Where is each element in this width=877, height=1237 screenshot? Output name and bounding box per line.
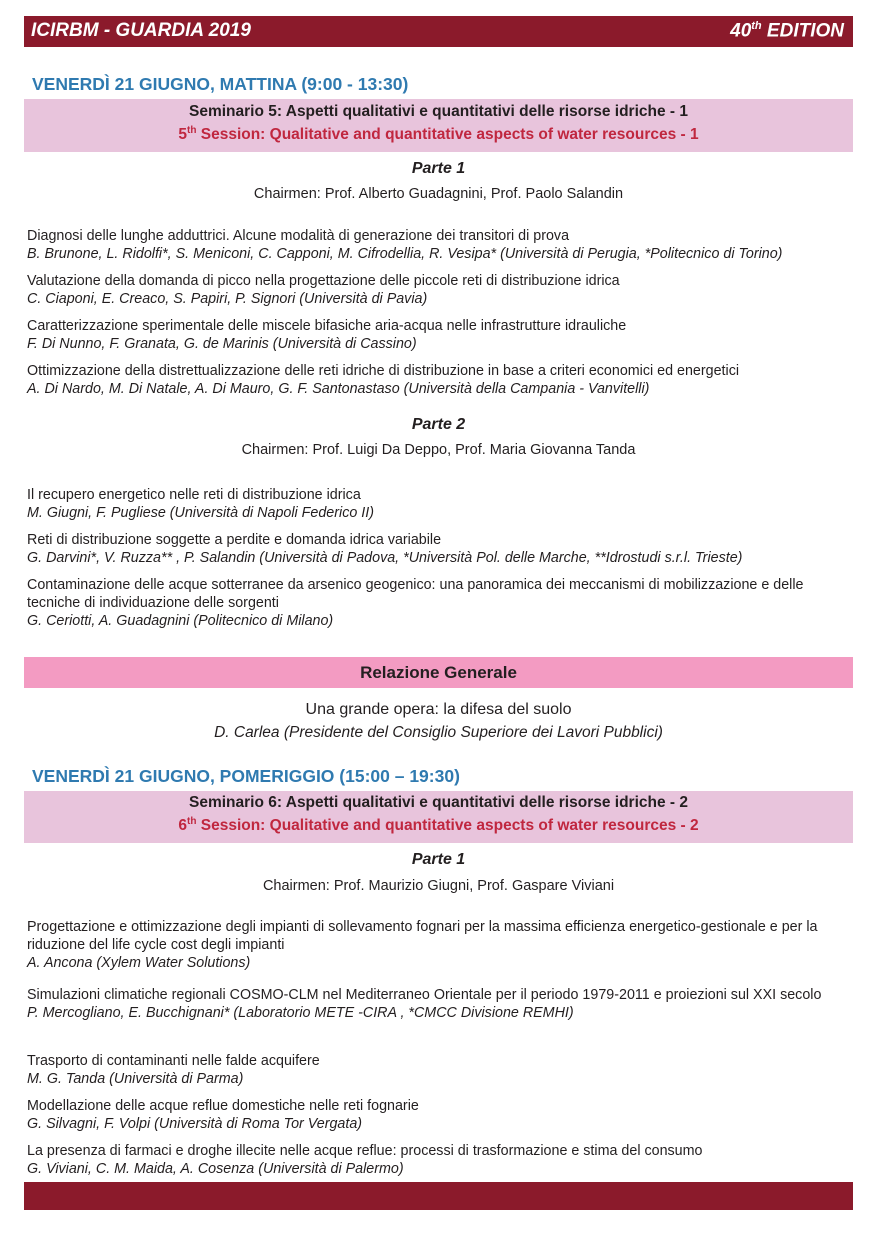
seminar-6-title-it: Seminario 6: Aspetti qualitativi e quantitativi delle risorse idriche - 2 [188, 794, 688, 811]
talk-authors: M. G. Tanda (Università di Parma) [27, 1071, 244, 1087]
talk-authors: F. Di Nunno, F. Granata, G. de Marinis (Università di Cassino) [27, 336, 417, 352]
morning-parte-2-title: Parte 2 [411, 416, 466, 433]
talk-item [27, 986, 849, 1022]
talk-item [27, 531, 849, 567]
talk-title: Diagnosi delle lunghe adduttrici. Alcune modalità di generazione dei transitori di prova [27, 228, 570, 244]
conference-title: ICIRBM - GUARDIA 2019 [31, 20, 251, 41]
talk-title: Modellazione delle acque reflue domestiche nelle reti fognarie [27, 1098, 419, 1114]
relazione-author: D. Carlea (Presidente del Consiglio Superiore dei Lavori Pubblici) [214, 724, 663, 741]
edition-word: EDITION [761, 20, 844, 42]
seminar-5-box [24, 99, 853, 152]
talk-title: Progettazione e ottimizzazione degli impianti di sollevamento fognari per la massima efficienza energetico-gestionale e per la riduzione del life cycle cost degli impianti [27, 919, 818, 953]
talk-authors: G. Darvini*, V. Ruzza** , P. Salandin (Università di Padova, *Università Pol. delle Marche, **Idrostudi s.r.l. Trieste) [27, 550, 743, 566]
talk-authors: A. Di Nardo, M. Di Natale, A. Di Mauro, G. F. Santonastaso (Università della Campania - Vanvitelli) [27, 381, 650, 397]
seminar-6-box [24, 791, 853, 843]
talk-title: Ottimizzazione della distrettualizzazione delle reti idriche di distribuzione in base a criteri economici ed energetici [27, 363, 740, 379]
edition-label [730, 20, 844, 42]
morning-parte-1-chair: Chairmen: Prof. Alberto Guadagnini, Prof. Paolo Salandin [253, 186, 624, 202]
header-bar [24, 16, 853, 47]
edition-number: 40 [730, 20, 752, 42]
seminar-6-title-en [24, 816, 853, 835]
morning-parte-1-title: Parte 1 [411, 160, 466, 177]
seminar-5-title-en [24, 125, 853, 144]
talk-title: La presenza di farmaci e droghe illecite nelle acque reflue: processi di trasformazione e stima del consumo [27, 1143, 703, 1159]
talk-title: Reti di distribuzione soggette a perdite e domanda idrica variabile [27, 532, 442, 548]
edition-suffix: th [751, 20, 762, 32]
talk-item [27, 362, 849, 398]
afternoon-parte-1-chair: Chairmen: Prof. Maurizio Giugni, Prof. Gaspare Viviani [262, 878, 615, 894]
talk-title: Simulazioni climatiche regionali COSMO-CLM nel Mediterraneo Orientale per il periodo 1979-2011 e proiezioni sul XXI secolo [27, 987, 822, 1003]
talk-authors: P. Mercogliano, E. Bucchignani* (Laboratorio METE -CIRA , *CMCC Divisione REMHI) [27, 1005, 574, 1021]
morning-day-heading: VENERDÌ 21 GIUGNO, MATTINA (9:00 - 13:30) [32, 74, 409, 94]
talk-item [27, 576, 849, 630]
talk-title: Il recupero energetico nelle reti di distribuzione idrica [27, 487, 361, 503]
talk-title: Caratterizzazione sperimentale delle miscele bifasiche aria-acqua nelle infrastrutture idrauliche [27, 318, 627, 334]
relazione-heading: Relazione Generale [24, 657, 853, 688]
talk-authors: B. Brunone, L. Ridolfi*, S. Meniconi, C. Capponi, M. Cifrodellia, R. Vesipa* (Università di Perugia, *Politecnico di Torino) [27, 246, 783, 262]
seminar-6-number: 6 [178, 817, 187, 835]
talk-item [27, 1142, 849, 1178]
talk-authors: A. Ancona (Xylem Water Solutions) [27, 955, 251, 971]
seminar-5-number: 5 [178, 126, 187, 144]
afternoon-parte-1-title: Parte 1 [411, 851, 466, 868]
talk-title: Valutazione della domanda di picco nella progettazione delle piccole reti di distribuzione idrica [27, 273, 620, 289]
talk-item [27, 918, 849, 972]
talk-title: Contaminazione delle acque sotterranee da arsenico geogenico: una panoramica dei meccanismi di mobilizzazione e delle tecniche di individuazione delle sorgenti [27, 577, 804, 611]
seminar-6-title-rest: Session: Qualitative and quantitative aspects of water resources - 2 [196, 817, 699, 835]
talk-item [27, 317, 849, 353]
talk-authors: G. Viviani, C. M. Maida, A. Cosenza (Università di Palermo) [27, 1161, 404, 1177]
talk-title: Trasporto di contaminanti nelle falde acquifere [27, 1053, 320, 1069]
afternoon-day-heading: VENERDÌ 21 GIUGNO, POMERIGGIO (15:00 – 19:30) [32, 766, 460, 786]
seminar-5-suffix: th [186, 125, 197, 136]
talk-item [27, 1097, 849, 1133]
seminar-5-title-rest: Session: Qualitative and quantitative aspects of water resources - 1 [196, 126, 699, 144]
talk-item [27, 1052, 849, 1088]
talk-item [27, 486, 849, 522]
talk-item [27, 272, 849, 308]
talk-authors: M. Giugni, F. Pugliese (Università di Napoli Federico II) [27, 505, 374, 521]
footer-bar [24, 1182, 853, 1210]
talk-authors: G. Ceriotti, A. Guadagnini (Politecnico di Milano) [27, 613, 334, 629]
seminar-5-title-it: Seminario 5: Aspetti qualitativi e quantitativi delle risorse idriche - 1 [188, 103, 688, 120]
talk-authors: C. Ciaponi, E. Creaco, S. Papiri, P. Signori (Università di Pavia) [27, 291, 428, 307]
talk-authors: G. Silvagni, F. Volpi (Università di Roma Tor Vergata) [27, 1116, 363, 1132]
morning-parte-2-chair: Chairmen: Prof. Luigi Da Deppo, Prof. Maria Giovanna Tanda [241, 442, 636, 458]
talk-item [27, 227, 849, 263]
seminar-6-suffix: th [186, 816, 197, 827]
relazione-title: Una grande opera: la difesa del suolo [305, 701, 572, 718]
